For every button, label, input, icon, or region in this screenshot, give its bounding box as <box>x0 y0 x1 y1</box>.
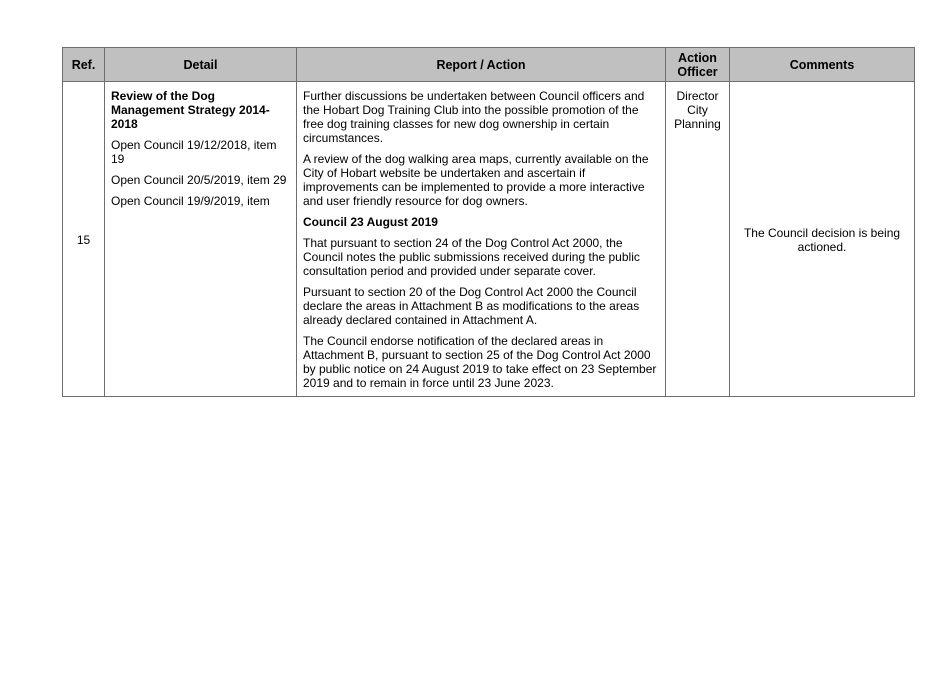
header-action-officer: Action Officer <box>666 48 730 82</box>
item-title: Review of the Dog Management Strategy 2014-2018 <box>111 89 270 131</box>
table-row <box>63 82 915 397</box>
action-officer-cell <box>666 82 730 397</box>
header-report-action: Report / Action <box>297 48 666 82</box>
ref-cell: 15 <box>63 82 105 397</box>
detail-reference: Open Council 19/9/2019, item <box>111 194 270 208</box>
detail-cell <box>105 82 297 397</box>
officer-line: Director <box>676 89 719 103</box>
report-action-cell <box>297 82 666 397</box>
report-subheading: Council 23 August 2019 <box>303 215 438 229</box>
header-ref: Ref. <box>63 48 105 82</box>
report-paragraph: That pursuant to section 24 of the Dog Control Act 2000, the Council notes the public submissions received during the public consultation period and provided under separate cover. <box>303 236 640 278</box>
comments-cell: The Council decision is being actioned. <box>730 82 915 397</box>
report-paragraph: A review of the dog walking area maps, currently available on the City of Hobart website be undertaken and ascertain if improvements can be implemented to provide a more interactive and user friendly resource for dog owners. <box>303 152 649 208</box>
detail-reference: Open Council 19/12/2018, item 19 <box>111 138 277 166</box>
officer-line: City <box>687 103 708 117</box>
detail-reference: Open Council 20/5/2019, item 29 <box>111 173 287 187</box>
report-paragraph: The Council endorse notification of the declared areas in Attachment B, pursuant to section 25 of the Dog Control Act 2000 by public notice on 24 August 2019 to take effect on 23 September 2019 and to remain in force until 23 June 2023. <box>303 334 657 390</box>
officer-line: Planning <box>674 117 721 131</box>
report-paragraph: Pursuant to section 20 of the Dog Control Act 2000 the Council declare the areas in Attachment B as modifications to the areas already declared contained in Attachment A. <box>303 285 640 327</box>
report-paragraph: Further discussions be undertaken between Council officers and the Hobart Dog Training Club into the possible promotion of the free dog training classes for new dog ownership in certain circumstances. <box>303 89 645 145</box>
header-comments: Comments <box>730 48 915 82</box>
action-table <box>62 47 915 397</box>
header-row <box>63 48 915 82</box>
header-detail: Detail <box>105 48 297 82</box>
